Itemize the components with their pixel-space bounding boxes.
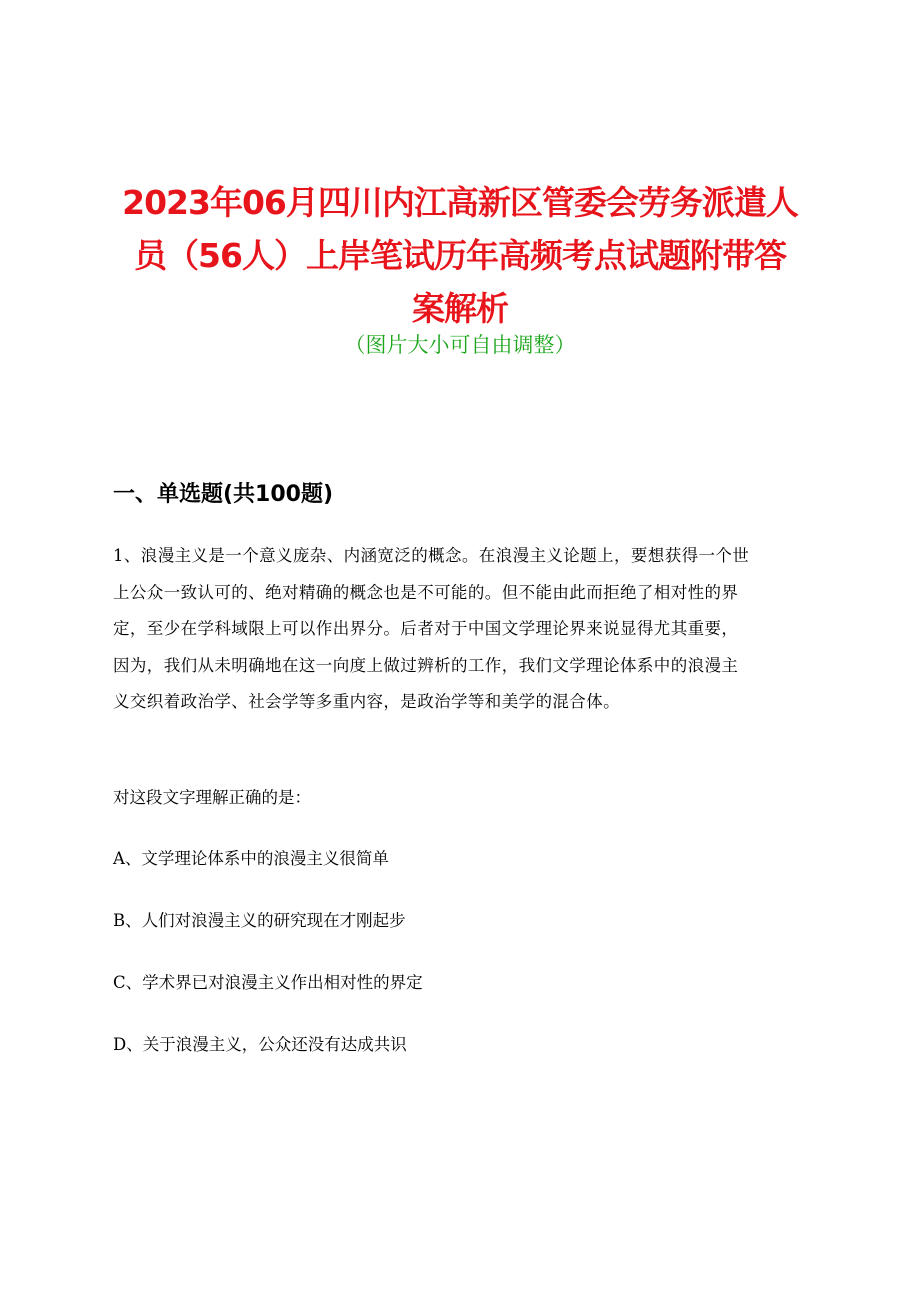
question-line: 定，至少在学科域限上可以作出界分。后者对于中国文学理论界来说显得尤其重要，: [113, 619, 739, 639]
question-line: 义交织着政治学、社会学等多重内容，是政治学等和美学的混合体。: [113, 692, 620, 712]
document-subtitle: （图片大小可自由调整）: [344, 333, 576, 357]
question-line: 上公众一致认可的、绝对精确的概念也是不可能的。但不能由此而拒绝了相对性的界: [113, 582, 739, 602]
document-title: [100, 176, 820, 335]
title-line: 员（56人）上岸笔试历年高频考点试题附带答: [134, 236, 786, 275]
option-d: D、关于浪漫主义，公众还没有达成共识: [113, 1035, 407, 1054]
title-line: 案解析: [412, 289, 508, 328]
question-line: 1、浪漫主义是一个意义庞杂、内涵宽泛的概念。在浪漫主义论题上，要想获得一个世: [113, 546, 750, 565]
question-prompt: 对这段文字理解正确的是：: [113, 788, 311, 807]
question-line: 因为，我们从未明确地在这一向度上做过辨析的工作，我们文学理论体系中的浪漫主: [113, 655, 739, 675]
title-line: 2023年06月四川内江高新区管委会劳务派遣人: [122, 183, 798, 222]
option-c: C、学术界已对浪漫主义作出相对性的界定: [113, 973, 423, 992]
option-a: A、文学理论体系中的浪漫主义很简单: [113, 849, 389, 868]
question-stem: [113, 538, 813, 721]
section-heading: 一、单选题(共100题): [113, 482, 334, 507]
option-b: B、人们对浪漫主义的研究现在才刚起步: [113, 911, 406, 930]
